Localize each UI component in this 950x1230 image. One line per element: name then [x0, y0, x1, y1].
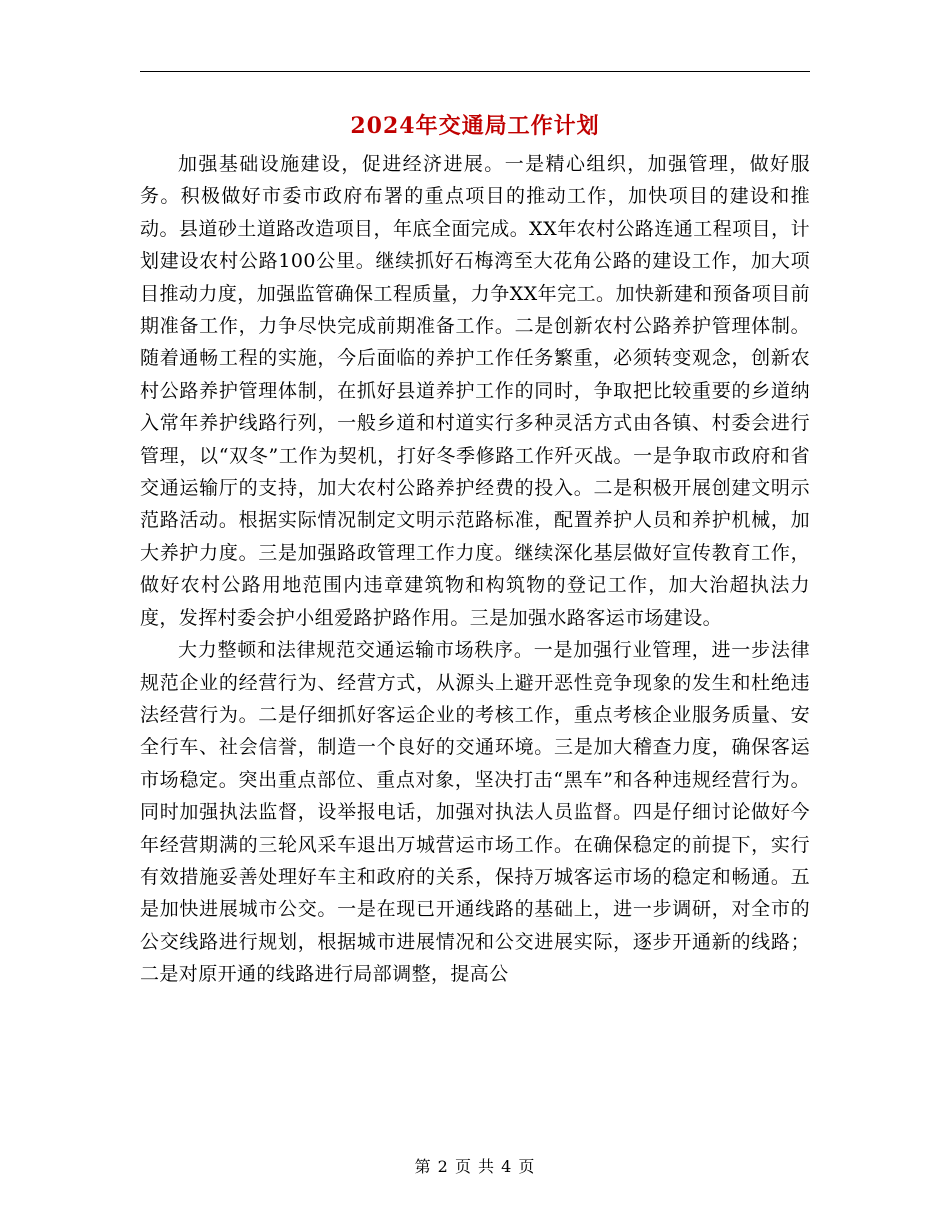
paragraph-infrastructure: 加强基础设施建设，促进经济进展。一是精心组织，加强管理，做好服务。积极做好市委市政府布署的重点项目的推动工作，加快项目的建设和推动。县道砂土道路改造项目，年底全面完成。XX年农村公路连通工程项目，计划建设农村公路100公里。继续抓好石梅湾至大花角公路的建设工作，加大项目推动力度，加强监管确保工程质量，力争XX年完工。加快新建和预备项目前期准备工作，力争尽快完成前期准备工作。二是创新农村公路养护管理体制。随着通畅工程的实施，今后面临的养护工作任务繁重，必须转变观念，创新农村公路养护管理体制，在抓好县道养护工作的同时，争取把比较重要的乡道纳入常年养护线路行列，一般乡道和村道实行多种灵活方式由各镇、村委会进行管理，以“双冬”工作为契机，打好冬季修路工作歼灭战。一是争取市政府和省交通运输厅的支持，加大农村公路养护经费的投入。二是积极开展创建文明示范路活动。根据实际情况制定文明示范路标准，配置养护人员和养护机械，加大养护力度。三是加强路政管理工作力度。继续深化基层做好宣传教育工作，做好农村公路用地范围内违章建筑物和构筑物的登记工作，加大治超执法力度，发挥村委会护小组爱路护路作用。三是加强水路客运市场建设。 [140, 153, 810, 629]
header-rule [140, 71, 810, 72]
page-number-footer: 第 2 页 共 4 页 [414, 1157, 536, 1176]
document-title: 2024年交通局工作计划 [350, 113, 600, 139]
document-body [140, 148, 810, 991]
paragraph-market-order: 大力整顿和法律规范交通运输市场秩序。一是加强行业管理，进一步法律规范企业的经营行为、经营方式，从源头上避开恶性竞争现象的发生和杜绝违法经营行为。二是仔细抓好客运企业的考核工作，重点考核企业服务质量、安全行车、社会信誉，制造一个良好的交通环境。三是加大稽查力度，确保客运市场稳定。突出重点部位、重点对象，坚决打击“黑车”和各种违规经营行为。同时加强执法监督，设举报电话，加强对执法人员监督。四是仔细讨论做好今年经营期满的三轮风采车退出万城营运市场工作。在确保稳定的前提下，实行有效措施妥善处理好车主和政府的关系，保持万城客运市场的稳定和畅通。五是加快进展城市公交。一是在现已开通线路的基础上，进一步调研，对全市的公交线路进行规划，根据城市进展情况和公交进展实际，逐步开通新的线路；二是对原开通的线路进行局部调整，提高公 [140, 639, 810, 986]
